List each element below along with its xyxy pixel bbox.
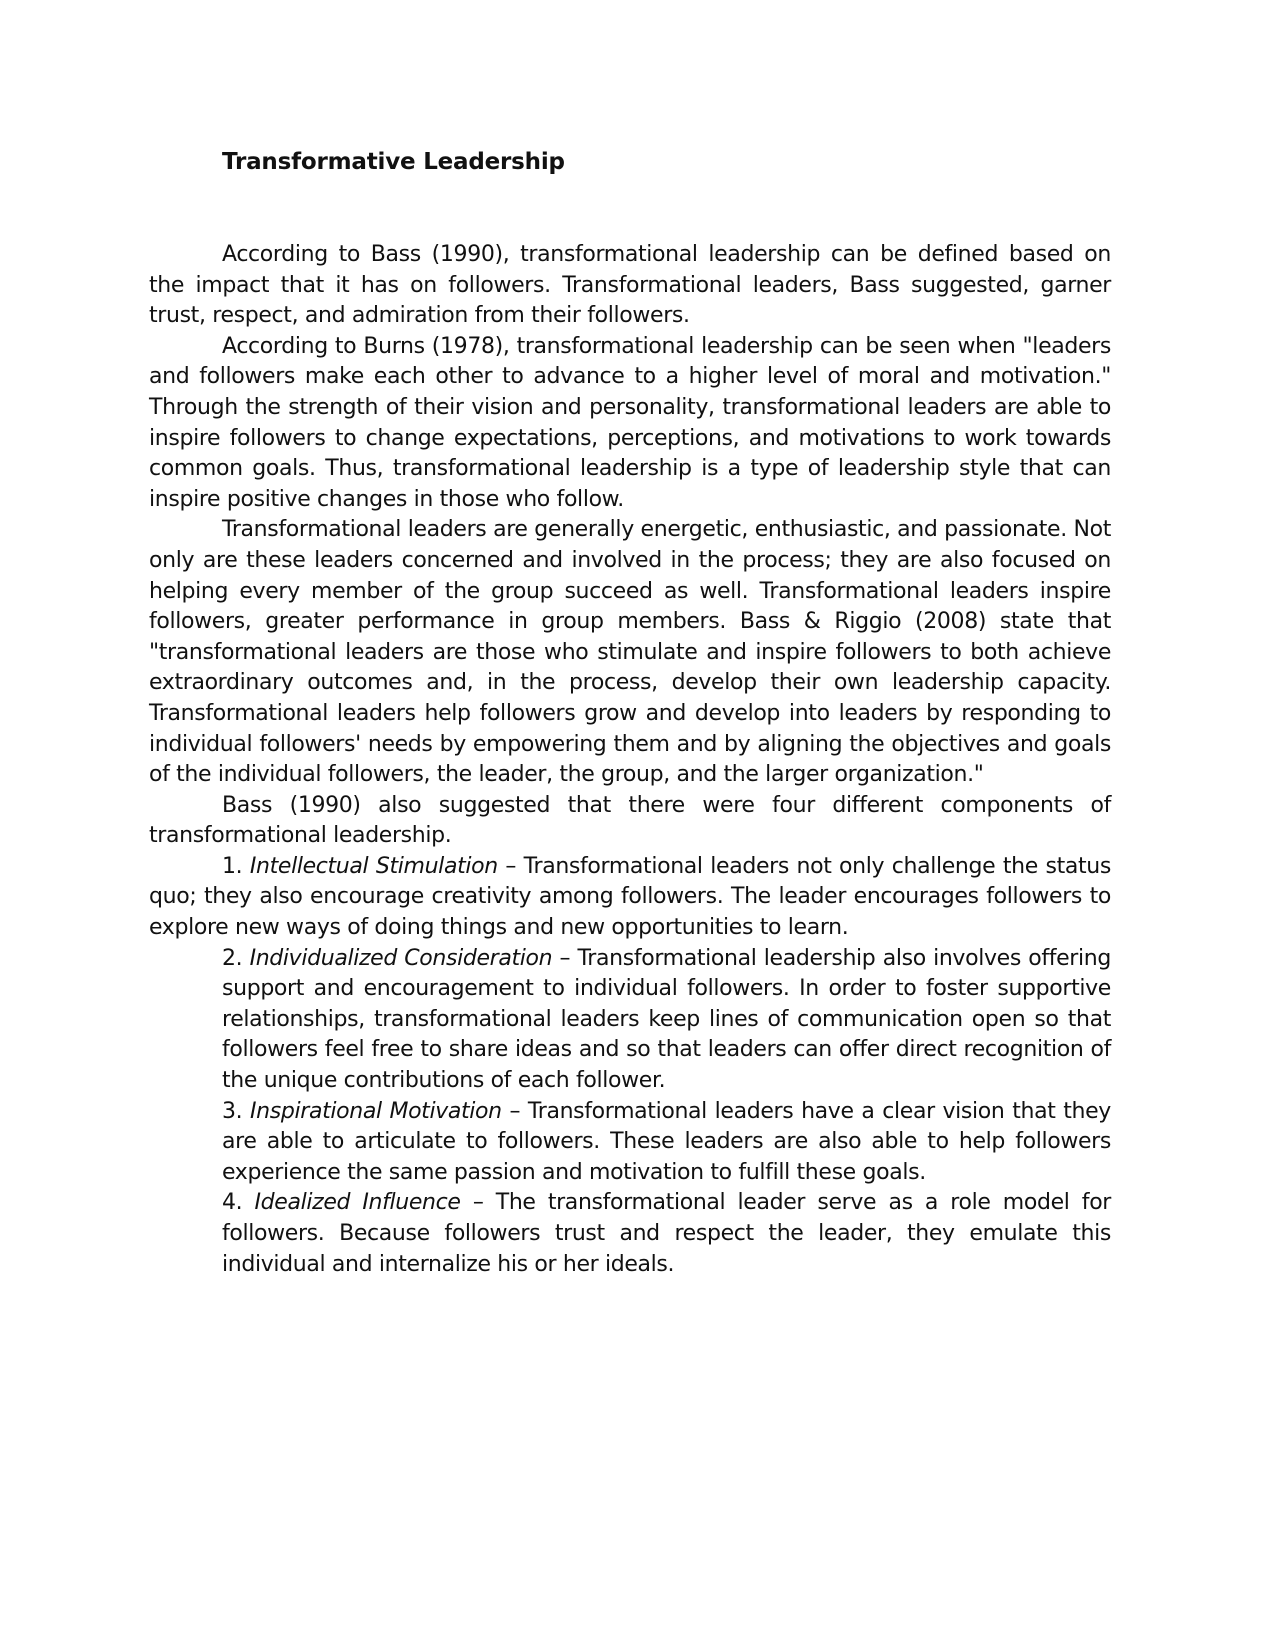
component-term: Idealized Influence (254, 1190, 461, 1216)
component-number: 2. (222, 945, 243, 971)
component-text: Transformational leaders have a clear vision that they are able to articulate to followers. These leaders are also able to help followers experience the same passion and motivation to fulfill these goals. (222, 1098, 1111, 1185)
component-item-idealized-influence (222, 1188, 1111, 1280)
component-item-individualized-consideration (222, 944, 1111, 1097)
component-item-intellectual-stimulation (149, 852, 1111, 944)
document-title: Transformative Leadership (222, 149, 565, 175)
paragraph-four-components-intro: Bass (1990) also suggested that there were four different components of transformational leadership. (149, 792, 1111, 849)
component-text: Transformational leaders not only challenge the status quo; they also encourage creativity among followers. The leader encourages followers to explore new ways of doing things and new opportunities to learn. (149, 853, 1111, 941)
component-item-inspirational-motivation (222, 1097, 1111, 1189)
component-dash: – (505, 853, 517, 879)
component-dash: – (472, 1190, 484, 1216)
component-number: 3. (222, 1098, 243, 1124)
component-number: 4. (222, 1190, 243, 1216)
component-text: Transformational leadership also involves offering support and encouragement to individual followers. In order to foster supportive relationships, transformational leaders keep lines of communication open so that followers feel free to share ideas and so that leaders can offer direct recognition of the unique contributions of each follower. (222, 945, 1111, 1094)
component-dash: – (559, 945, 571, 971)
component-term: Intellectual Stimulation (249, 853, 498, 879)
document-body (149, 240, 1111, 1280)
component-dash: – (509, 1098, 521, 1124)
component-text: The transformational leader serve as a role model for followers. Because followers trust and respect the leader, they emulate this individual and internalize his or her ideals. (222, 1190, 1111, 1277)
component-term: Individualized Consideration (249, 945, 553, 971)
component-number: 1. (222, 853, 243, 879)
paragraph-bass-definition: According to Bass (1990), transformational leadership can be defined based on the impact that it has on followers. Transformational leaders, Bass suggested, garner trust, respect, and admiration from their followers. (149, 242, 1111, 329)
paragraph-burns-definition: According to Burns (1978), transformational leadership can be seen when "leaders and followers make each other to advance to a higher level of moral and motivation." Through the strength of their vision and personality, transformational leaders are able to inspire followers to change expectations, perceptions, and motivations to work towards common goals. Thus, transformational leadership is a type of leadership style that can inspire positive changes in those who follow. (149, 333, 1111, 512)
paragraph-leader-traits: Transformational leaders are generally energetic, enthusiastic, and passionate. Not only are these leaders concerned and involved in the process; they are also focused on helping every member of the group succeed as well. Transformational leaders inspire followers, greater performance in group members. Bass & Riggio (2008) state that "transformational leaders are those who stimulate and inspire followers to both achieve extraordinary outcomes and, in the process, develop their own leadership capacity. Transformational leaders help followers grow and develop into leaders by responding to individual followers' needs by empowering them and by aligning the objectives and goals of the individual followers, the leader, the group, and the larger organization." (149, 517, 1111, 788)
component-term: Inspirational Motivation (250, 1098, 502, 1124)
